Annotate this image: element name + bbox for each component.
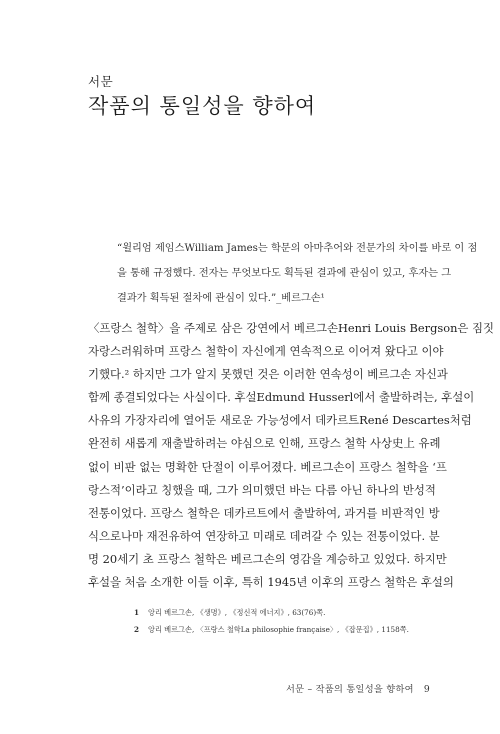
- epigraph-line: 결과가 획득된 절차에 관심이 있다.”_베르그손¹: [117, 293, 325, 304]
- section-label: 서문: [88, 74, 114, 89]
- body-line: 사유의 가장자리에 열어둔 새로운 가능성에서 데카르트René Descartes처럼: [88, 413, 472, 428]
- body-text: [88, 317, 495, 594]
- page-number: 9: [423, 684, 430, 695]
- body-line: 식으로나마 재전유하여 연장하고 미래로 데려갈 수 있는 전통이었다. 분: [88, 528, 440, 543]
- running-head: 서문 – 작품의 통일성을 향하여: [285, 684, 414, 695]
- footnote-text: 앙리 베르그손, 《생명》, 《정신적 에너지》, 63(76)쪽.: [148, 608, 326, 617]
- footnote-text: 앙리 베르그손, 〈프랑스 철학La philosophie française〉, 《잡문집》, 1158쪽.: [148, 625, 409, 634]
- body-line: 함께 종결되었다는 사실이다. 후설Edmund Husserl에서 출발하려는, 후설이: [88, 390, 475, 405]
- chapter-title: 작품의 통일성을 향하여: [88, 94, 317, 118]
- footnotes: [134, 604, 454, 638]
- epigraph-line: 을 통해 규정했다. 전자는 무엇보다도 획득된 결과에 관심이 있고, 후자는 그: [117, 268, 452, 279]
- body-line: 후설을 처음 소개한 이들 이후, 특히 1945년 이후의 프랑스 철학은 후설의: [88, 575, 454, 590]
- body-line: 전통이었다. 프랑스 철학은 데카르트에서 출발하여, 과거를 비판적인 방: [88, 505, 440, 520]
- body-line: 〈프랑스 철학〉을 주제로 삼은 강연에서 베르그손Henri Louis Bergson은 짐짓: [88, 321, 495, 335]
- footnote-number: 2: [134, 625, 140, 634]
- page-footer: [286, 681, 430, 695]
- epigraph: [117, 236, 478, 311]
- footnote: [134, 621, 454, 638]
- body-line: 없이 비판 없는 명확한 단절이 이루어졌다. 베르그손이 프랑스 철학을 ‘프: [88, 459, 447, 474]
- footnote: [134, 604, 454, 621]
- body-line: 명 20세기 초 프랑스 철학은 베르그손의 영감을 계승하고 있었다. 하지만: [88, 551, 447, 566]
- body-line: 자랑스러워하며 프랑스 철학이 자신에게 연속적으로 이어져 왔다고 이야: [88, 344, 444, 359]
- body-line: 완전히 새롭게 재출발하려는 야심으로 인해, 프랑스 철학 사상史上 유례: [88, 436, 441, 451]
- body-line: 기했다.² 하지만 그가 알지 못했던 것은 이러한 연속성이 베르그손 자신과: [88, 367, 448, 382]
- epigraph-line: “윌리엄 제임스William James는 학문의 아마추어와 전문가의 차이를 바로 이 점: [117, 243, 478, 254]
- body-line: 랑스적’이라고 칭했을 때, 그가 의미했던 바는 다름 아닌 하나의 반성적: [88, 482, 436, 497]
- footnote-number: 1: [134, 608, 140, 617]
